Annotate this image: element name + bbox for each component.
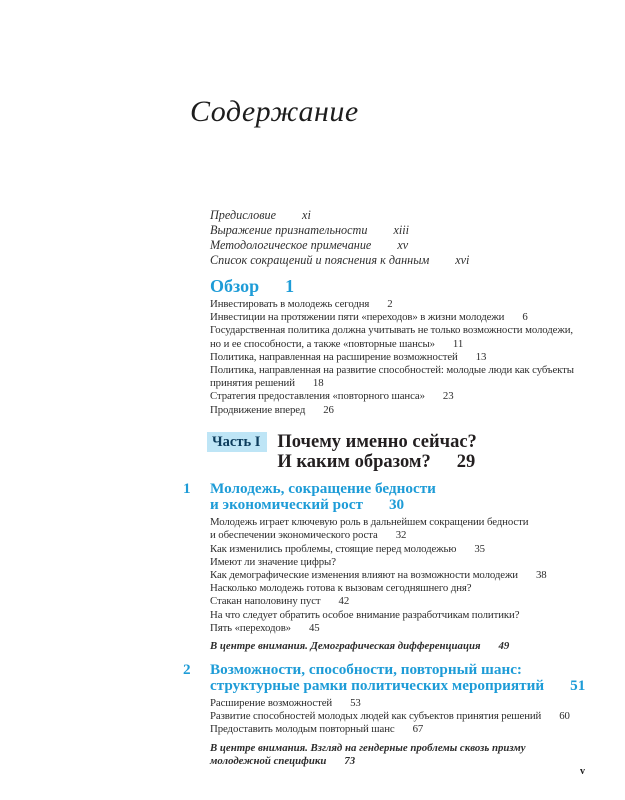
entry-label: Имеют ли значение цифры? [210, 555, 336, 568]
chapter-number: 1 [183, 479, 191, 497]
entry-page-number: xvi [455, 253, 470, 267]
entry-page-number: xi [302, 208, 311, 222]
toc-entry [210, 710, 605, 723]
entry-label: Методологическое примечание [210, 238, 372, 252]
entry-page-number: 32 [395, 529, 407, 542]
toc-entry [210, 298, 605, 311]
entry-page-number: 38 [536, 569, 547, 582]
entry-page-number: 6 [522, 311, 528, 324]
toc-entry [210, 609, 605, 635]
chapter-title-line: и экономический рост [210, 496, 363, 514]
chapter-1-section [183, 479, 605, 654]
entry-label: Предисловие [210, 208, 277, 222]
entry-page-number: 18 [312, 377, 324, 390]
chapter-page-number: 51 [570, 676, 586, 694]
part-page-number: 29 [456, 452, 476, 473]
entry-label: Расширение возможностей [210, 696, 333, 709]
entry-page-number: 45 [309, 621, 320, 634]
section-page-number: 1 [285, 276, 295, 296]
entry-label: Как демографические изменения влияют на возможности молодежи [210, 569, 518, 582]
entry-page-number: 67 [412, 723, 424, 736]
chapter-title-line: Молодежь, сокращение бедности [210, 479, 436, 497]
overview-section [210, 276, 605, 417]
entry-label: Инвестировать в молодежь сегодня [210, 298, 370, 310]
toc-entry [210, 404, 605, 417]
toc-entry [210, 223, 605, 238]
part-title-line: И каким образом? [277, 452, 431, 473]
entry-page-number: 13 [475, 350, 487, 363]
toc-entry [210, 351, 605, 364]
part-heading [210, 432, 605, 473]
entry-label: Политика, направленная на расширение возможностей [210, 350, 458, 363]
entry-page-number: 23 [442, 390, 454, 403]
toc-entry [210, 390, 605, 403]
entry-label: Список сокращений и пояснения к данным [210, 253, 430, 267]
focus-entry [210, 742, 605, 769]
part-label: Часть I [207, 432, 267, 452]
toc-entry [210, 543, 605, 556]
entry-label: и обеспечении экономического роста [210, 529, 378, 542]
entry-label: Как изменились проблемы, стоящие перед молодежью [210, 542, 457, 555]
part-title [277, 432, 476, 473]
entry-label: На что следует обратить особое внимание разработчикам политики? [210, 608, 520, 621]
chapter-1-entries [210, 516, 605, 635]
entry-label: В центре внимания. Демографическая дифференциация [210, 640, 481, 653]
front-matter-list [210, 208, 605, 268]
entry-page-number: xiii [393, 223, 410, 237]
section-title: Обзор [210, 276, 260, 296]
focus-entry [210, 640, 605, 654]
entry-label: Инвестиции на протяжении пяти «переходов» в жизни молодежи [210, 311, 505, 324]
toc-entry [210, 311, 605, 324]
entry-page-number: 49 [498, 640, 510, 653]
chapter-page-number: 30 [388, 496, 405, 514]
toc-entry [210, 253, 605, 268]
entry-label: Насколько молодежь готова к вызовам сегодняшнего дня? [210, 582, 472, 595]
entry-label: Развитие способностей молодых людей как субъектов принятия решений [210, 710, 542, 723]
toc-entry [210, 723, 605, 736]
part-title-line: Почему именно сейчас? [277, 431, 477, 452]
entry-page-number: xv [397, 238, 409, 252]
chapter-2-entries [210, 697, 605, 737]
entry-label: но и ее способности, а также «повторные шансы» [210, 337, 435, 350]
toc-entry [210, 556, 605, 582]
entry-page-number: 60 [559, 710, 570, 723]
chapter-2-section [183, 660, 605, 769]
entry-label: В центре внимания. Взгляд на гендерные проблемы сквозь призму [210, 741, 526, 754]
entry-page-number: 35 [474, 542, 485, 555]
chapter-heading [183, 479, 605, 514]
entry-page-number: 73 [344, 755, 356, 768]
entry-label: Политика, направленная на развитие способностей: молодые люди как субъекты [210, 364, 574, 377]
entry-label: Продвижение вперед [210, 403, 306, 416]
chapter-number: 2 [183, 660, 191, 678]
entry-label: Предоставить молодым повторный шанс [210, 723, 395, 736]
entry-page-number: 26 [323, 403, 334, 416]
entry-label: Стратегия предоставления «повторного шанса» [210, 390, 425, 403]
toc-entry [210, 582, 605, 608]
entry-label: Пять «переходов» [210, 621, 291, 634]
entry-label: Стакан наполовину пуст [210, 595, 321, 608]
entry-label: Молодежь играет ключевую роль в дальнейшем сокращении бедности [210, 516, 529, 529]
entry-label: Выражение признательности [210, 223, 368, 237]
chapter-heading [183, 660, 605, 694]
entry-page-number: 11 [452, 337, 464, 350]
entry-page-number: 42 [338, 595, 350, 608]
entry-label: принятия решений [210, 377, 295, 390]
entry-label: молодежной специфики [210, 755, 327, 768]
toc-entry [210, 238, 605, 253]
toc-content [183, 208, 605, 769]
page-number-folio: v [580, 766, 585, 777]
toc-entry [210, 324, 605, 350]
entry-label: Государственная политика должна учитывать не только возможности молодежи, [210, 324, 573, 337]
toc-entry [210, 364, 605, 390]
toc-entry [210, 697, 605, 710]
page-title: Содержание [190, 95, 359, 128]
entry-page-number: 2 [387, 298, 393, 310]
chapter-title-line: структурные рамки политических мероприятий [210, 676, 545, 694]
chapter-title-line: Возможности, способности, повторный шанс: [210, 660, 522, 678]
overview-heading [210, 276, 605, 296]
toc-entry [210, 516, 605, 542]
entry-page-number: 53 [350, 696, 361, 709]
toc-entry [210, 208, 605, 223]
overview-entries [210, 298, 605, 417]
